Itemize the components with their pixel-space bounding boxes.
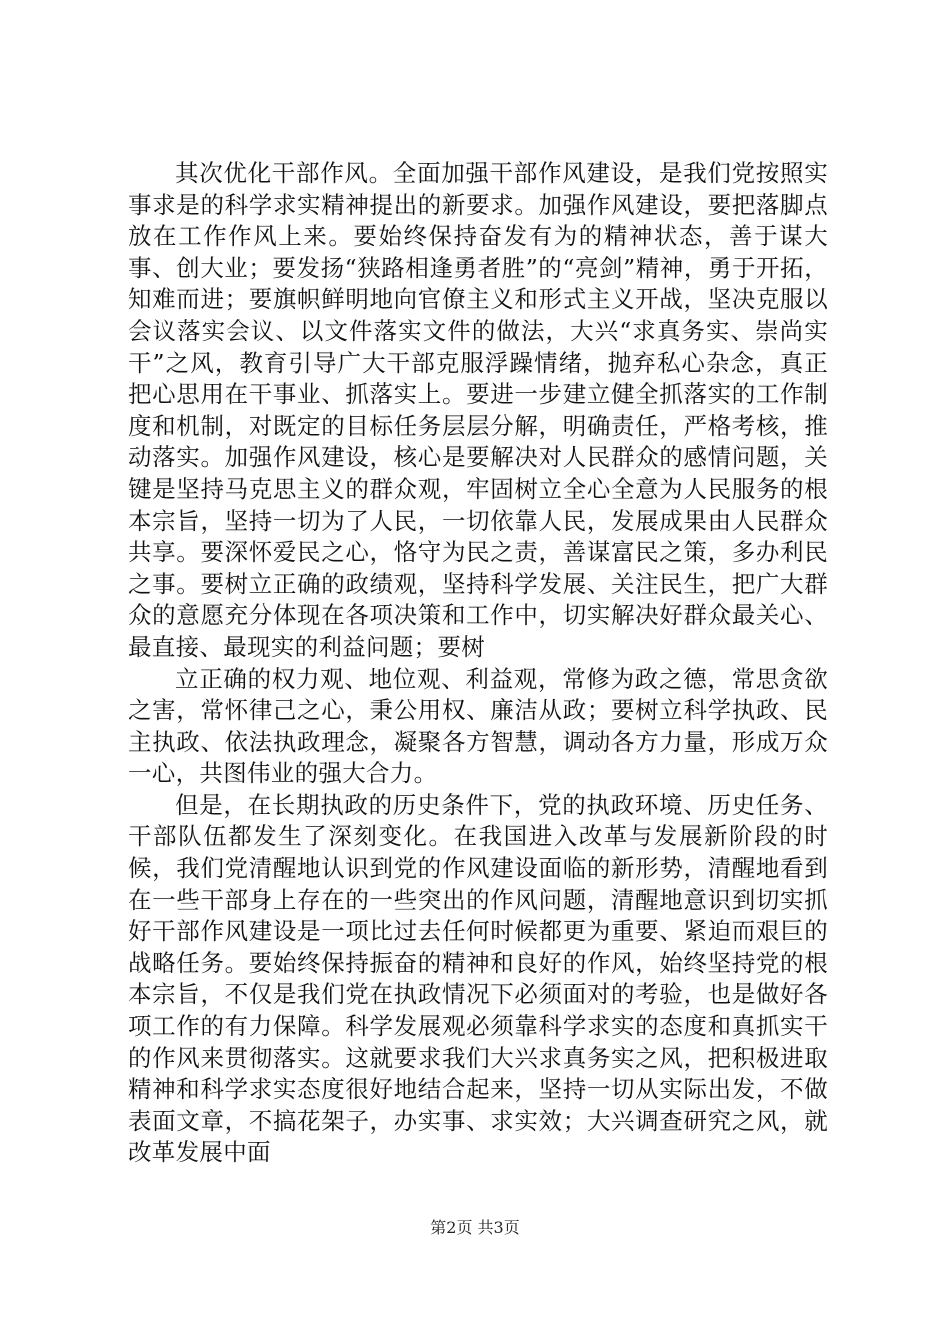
paragraph-power-view: 立正确的权力观、地位观、利益观，常修为政之德，常思贪欲之害，常怀律己之心，秉公用权、廉洁从政；要树立科学执政、民主执政、依法执政理念，凝聚各方智慧，调动各方力量，形成万众一心，共图伟业的强大合力。 [128, 664, 828, 788]
paragraph-governance-conditions: 但是，在长期执政的历史条件下，党的执政环境、历史任务、干部队伍都发生了深刻变化。在我国进入改革与发展新阶段的时候，我们党清醒地认识到党的作风建设面临的新形势，清醒地看到在一些干部身上存在的一些突出的作风问题，清醒地意识到切实抓好干部作风建设是一项比过去任何时候都更为重要、紧迫而艰巨的战略任务。要始终保持振奋的精神和良好的作风，始终坚持党的根本宗旨，不仅是我们党在执政情况下必须面对的考验，也是做好各项工作的有力保障。科学发展观必须靠科学求实的态度和真抓实干的作风来贯彻落实。这就要求我们大兴求真务实之风，把积极进取精神和科学求实态度很好地结合起来，坚持一切从实际出发，不做表面文章，不搞花架子，办实事、求实效；大兴调查研究之风，就改革发展中面 [128, 790, 828, 1167]
page-number-footer: 第2页 共3页 [430, 1218, 520, 1237]
paragraph-cadre-style: 其次优化干部作风。全面加强干部作风建设，是我们党按照实事求是的科学求实精神提出的新要求。加强作风建设，要把落脚点放在工作作风上来。要始终保持奋发有为的精神状态，善于谋大事、创大业；要发扬“狭路相逢勇者胜”的“亮剑”精神，勇于开拓，知难而进；要旗帜鲜明地向官僚主义和形式主义开战，坚决克服以会议落实会议、以文件落实文件的做法，大兴“求真务实、崇尚实干”之风，教育引导广大干部克服浮躁情绪，抛弃私心杂念，真正把心思用在干事业、抓落实上。要进一步建立健全抓落实的工作制度和机制，对既定的目标任务层层分解，明确责任，严格考核，推动落实。加强作风建设，核心是要解决对人民群众的感情问题，关键是坚持马克思主义的群众观，牢固树立全心全意为人民服务的根本宗旨，坚持一切为了人民，一切依靠人民，发展成果由人民群众共享。要深怀爱民之心，恪守为民之责，善谋富民之策，多办利民之事。要树立正确的政绩观，坚持科学发展、关注民生，把广大群众的意愿充分体现在各项决策和工作中，切实解决好群众最关心、最直接、最现实的利益问题；要树 [128, 159, 828, 661]
document-body [128, 158, 828, 1169]
